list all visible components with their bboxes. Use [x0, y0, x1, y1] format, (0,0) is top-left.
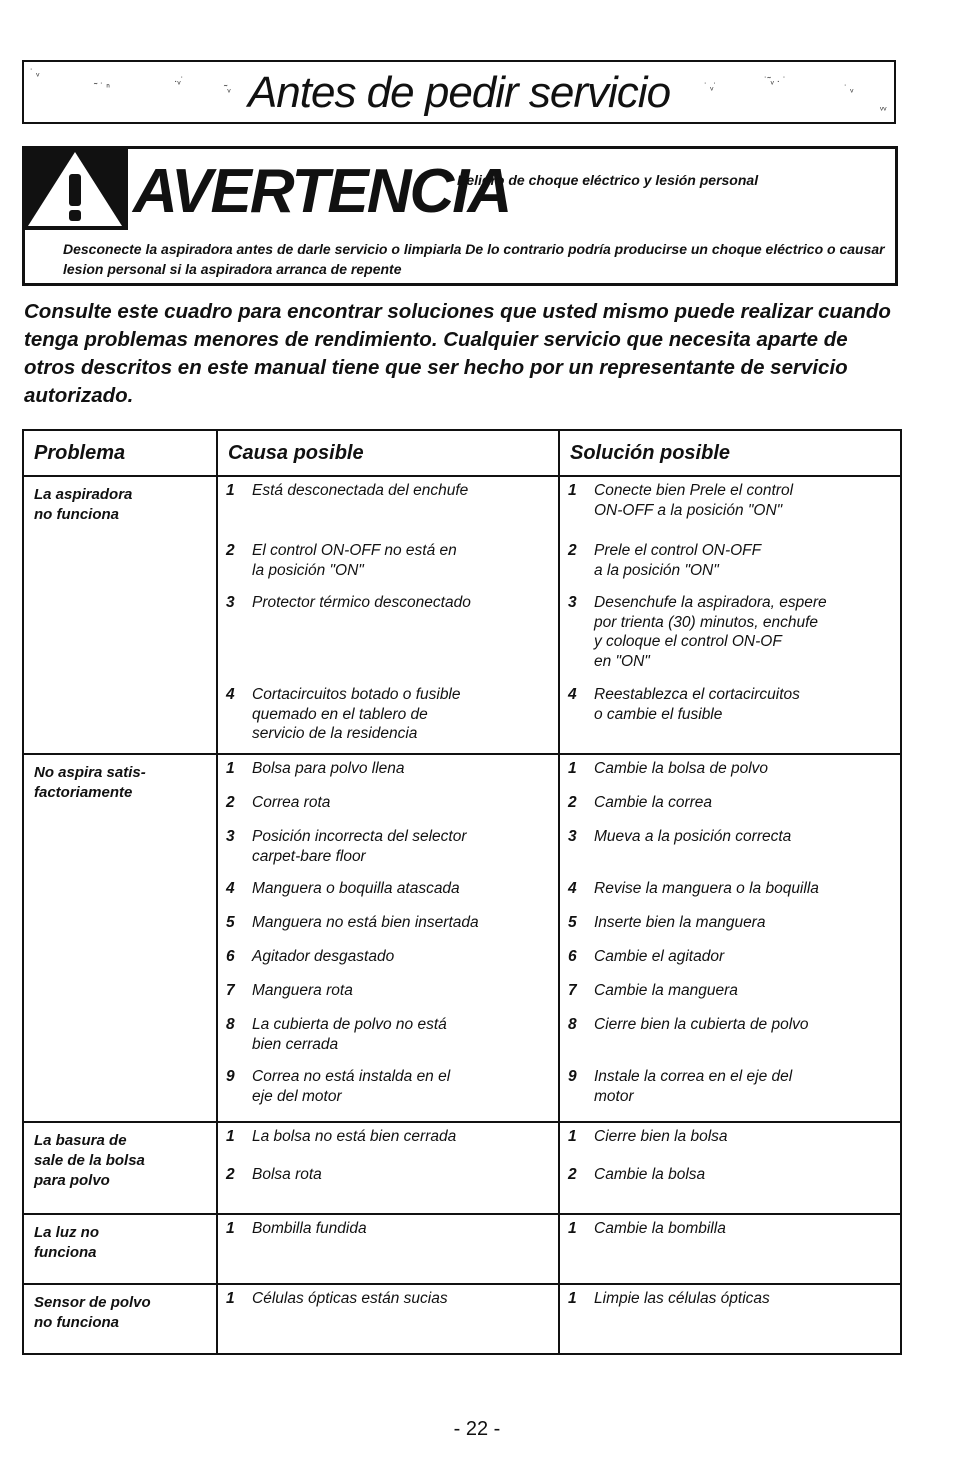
table-row: [23, 1122, 901, 1214]
table-body: [23, 476, 901, 1354]
cause-item: [226, 1165, 550, 1205]
cause-text: Bolsa para polvo llena: [252, 760, 405, 777]
item-number: 3: [568, 594, 577, 611]
scan-speck: ˙ ᵥ˙: [704, 82, 717, 93]
scan-speck: ˙˜ᵥ · ˙: [764, 76, 787, 87]
solution-text: Mueva a la posición correcta: [594, 828, 792, 845]
cause-item: [226, 685, 550, 745]
solution-item: [568, 827, 892, 879]
solution-item: [568, 793, 892, 827]
table-header-row: [23, 430, 901, 476]
cause-cell: [217, 476, 559, 754]
solution-text: Prele el control ON-OFF a la posición "ON": [594, 542, 762, 579]
item-number: 1: [568, 1128, 577, 1145]
cause-cell: [217, 1214, 559, 1284]
cause-text: Manguera no está bien insertada: [252, 914, 479, 931]
cause-item: [226, 593, 550, 685]
cause-text: La cubierta de polvo no está bien cerrada: [252, 1016, 447, 1053]
intro-paragraph: Consulte este cuadro para encontrar soluciones que usted mismo puede realizar cuando tenga problemas menores de rendimiento. Cualquier servicio que necesita aparte de otros descritos en este manual tiene que ser hecho por un representante de servicio autorizado.: [24, 300, 891, 407]
warning-box: [22, 146, 898, 286]
warning-icon: [22, 146, 128, 230]
header-cause: Causa posible: [217, 430, 559, 476]
cause-text: Posición incorrecta del selector carpet-bare floor: [252, 828, 467, 865]
cause-text: Bombilla fundida: [252, 1220, 367, 1237]
item-number: 8: [568, 1016, 577, 1033]
solution-item: [568, 593, 892, 685]
item-number: 1: [568, 1220, 577, 1237]
item-number: 4: [568, 686, 577, 703]
scan-speck: ˙ ᵥ: [30, 68, 40, 79]
cause-text: Correa no está instalda en el eje del motor: [252, 1068, 451, 1105]
solution-text: Cambie la bombilla: [594, 1220, 726, 1237]
warning-subtitle: Peligro de choque eléctrico y lesión personal: [457, 172, 759, 188]
cause-item: [226, 947, 550, 981]
cause-cell: [217, 1122, 559, 1214]
solution-item: [568, 879, 892, 913]
item-number: 9: [568, 1068, 577, 1085]
item-number: 7: [226, 982, 235, 999]
solution-item: [568, 1165, 892, 1205]
solution-text: Cambie la correa: [594, 794, 713, 811]
cause-text: Manguera rota: [252, 982, 353, 999]
item-number: 2: [226, 542, 235, 559]
solution-item: [568, 947, 892, 981]
item-number: 1: [568, 760, 577, 777]
cause-item: [226, 827, 550, 879]
item-number: 2: [226, 1166, 235, 1183]
item-number: 1: [226, 1290, 235, 1307]
solution-item: [568, 685, 892, 745]
item-number: 3: [568, 828, 577, 845]
cause-text: Correa rota: [252, 794, 331, 811]
cause-text: Agitador desgastado: [252, 948, 395, 965]
solution-text: Cambie la bolsa de polvo: [594, 760, 769, 777]
item-number: 8: [226, 1016, 235, 1033]
cause-item: [226, 481, 550, 541]
table-row: [23, 1214, 901, 1284]
title-box: [22, 60, 896, 124]
solution-text: Revise la manguera o la boquilla: [594, 880, 819, 897]
item-number: 6: [226, 948, 235, 965]
table-row: [23, 476, 901, 754]
cause-text: Bolsa rota: [252, 1166, 322, 1183]
solution-text: Conecte bien Prele el control ON-OFF a la posición "ON": [594, 482, 794, 519]
solution-text: Cierre bien la bolsa: [594, 1128, 728, 1145]
warning-body: Desconecte la aspiradora antes de darle servicio o limpiarla De lo contrario podría producirse un choque eléctrico o causar lesion personal si la aspiradora arranca de repente: [63, 241, 885, 277]
problem-cell: Sensor de polvo no funciona: [23, 1284, 217, 1354]
page-number: - 22 -: [453, 1418, 501, 1440]
cause-text: Cortacircuitos botado o fusible quemado en el tablero de servicio de la residencia: [252, 686, 461, 742]
table-row: [23, 1284, 901, 1354]
warning-title: AVERTENCIA: [133, 157, 511, 226]
item-number: 1: [226, 1220, 235, 1237]
cause-text: Está desconectada del enchufe: [252, 482, 469, 499]
cause-item: [226, 1015, 550, 1067]
cause-text: Manguera o boquilla atascada: [252, 880, 460, 897]
solution-text: Cambie el agitador: [594, 948, 725, 965]
cause-text: Protector térmico desconectado: [252, 594, 471, 611]
solution-cell: [559, 1284, 901, 1354]
item-number: 2: [226, 794, 235, 811]
item-number: 2: [568, 1166, 577, 1183]
solution-cell: [559, 754, 901, 1122]
item-number: 4: [568, 880, 577, 897]
solution-cell: [559, 476, 901, 754]
problem-cell: La aspiradora no funciona: [23, 476, 217, 754]
item-number: 1: [568, 1290, 577, 1307]
problem-cell: No aspira satis- factoriamente: [23, 754, 217, 1122]
cause-item: [226, 1067, 550, 1113]
cause-item: [226, 541, 550, 593]
solution-item: [568, 481, 892, 541]
solution-text: Limpie las células ópticas: [594, 1290, 770, 1307]
solution-text: Cambie la manguera: [594, 982, 738, 999]
solution-cell: [559, 1122, 901, 1214]
cause-cell: [217, 1284, 559, 1354]
item-number: 4: [226, 880, 235, 897]
solution-text: Reestablezca el cortacircuitos o cambie el fusible: [594, 686, 800, 723]
scan-speck: ·ᵥ˙: [174, 76, 184, 87]
solution-item: [568, 541, 892, 593]
solution-item: [568, 1219, 892, 1275]
solution-item: [568, 1289, 892, 1345]
solution-text: Inserte bien la manguera: [594, 914, 766, 931]
solution-text: Instale la correa en el eje del motor: [594, 1068, 793, 1105]
cause-item: [226, 981, 550, 1015]
item-number: 5: [568, 914, 577, 931]
item-number: 3: [226, 828, 235, 845]
item-number: 1: [226, 1128, 235, 1145]
cause-text: La bolsa no está bien cerrada: [252, 1128, 457, 1145]
cause-item: [226, 1127, 550, 1165]
solution-item: [568, 981, 892, 1015]
item-number: 2: [568, 794, 577, 811]
header-problem: Problema: [23, 430, 217, 476]
item-number: 5: [226, 914, 235, 931]
item-number: 9: [226, 1068, 235, 1085]
item-number: 2: [568, 542, 577, 559]
solution-text: Cierre bien la cubierta de polvo: [594, 1016, 809, 1033]
page-title: Antes de pedir servicio: [247, 68, 671, 117]
item-number: 6: [568, 948, 577, 965]
scan-speck: ᵥᵥ: [880, 102, 887, 113]
solution-item: [568, 913, 892, 947]
solution-text: Cambie la bolsa: [594, 1166, 706, 1183]
troubleshooting-table: [22, 429, 902, 1355]
solution-item: [568, 1015, 892, 1067]
solution-item: [568, 1067, 892, 1113]
cause-text: El control ON-OFF no está en la posición "ON": [252, 542, 457, 579]
cause-cell: [217, 754, 559, 1122]
item-number: 7: [568, 982, 577, 999]
item-number: 1: [568, 482, 577, 499]
cause-text: Células ópticas están sucias: [252, 1290, 448, 1307]
solution-item: [568, 1127, 892, 1165]
cause-item: [226, 1219, 550, 1275]
cause-item: [226, 793, 550, 827]
item-number: 1: [226, 760, 235, 777]
table-row: [23, 754, 901, 1122]
cause-item: [226, 879, 550, 913]
scan-speck: ˜ ˙ ⁿ: [94, 82, 110, 93]
item-number: 1: [226, 482, 235, 499]
item-number: 4: [226, 686, 235, 703]
header-solution: Solución posible: [559, 430, 901, 476]
cause-item: [226, 759, 550, 793]
scan-speck: ˜ᵥ: [224, 84, 231, 95]
scan-speck: ˙ ᵥ: [844, 84, 854, 95]
cause-item: [226, 1289, 550, 1345]
cause-item: [226, 913, 550, 947]
solution-item: [568, 759, 892, 793]
problem-cell: La luz no funciona: [23, 1214, 217, 1284]
item-number: 3: [226, 594, 235, 611]
problem-cell: La basura de sale de la bolsa para polvo: [23, 1122, 217, 1214]
solution-cell: [559, 1214, 901, 1284]
solution-text: Desenchufe la aspiradora, espere por trienta (30) minutos, enchufe y coloque el control ON-OF en "ON": [594, 594, 827, 670]
